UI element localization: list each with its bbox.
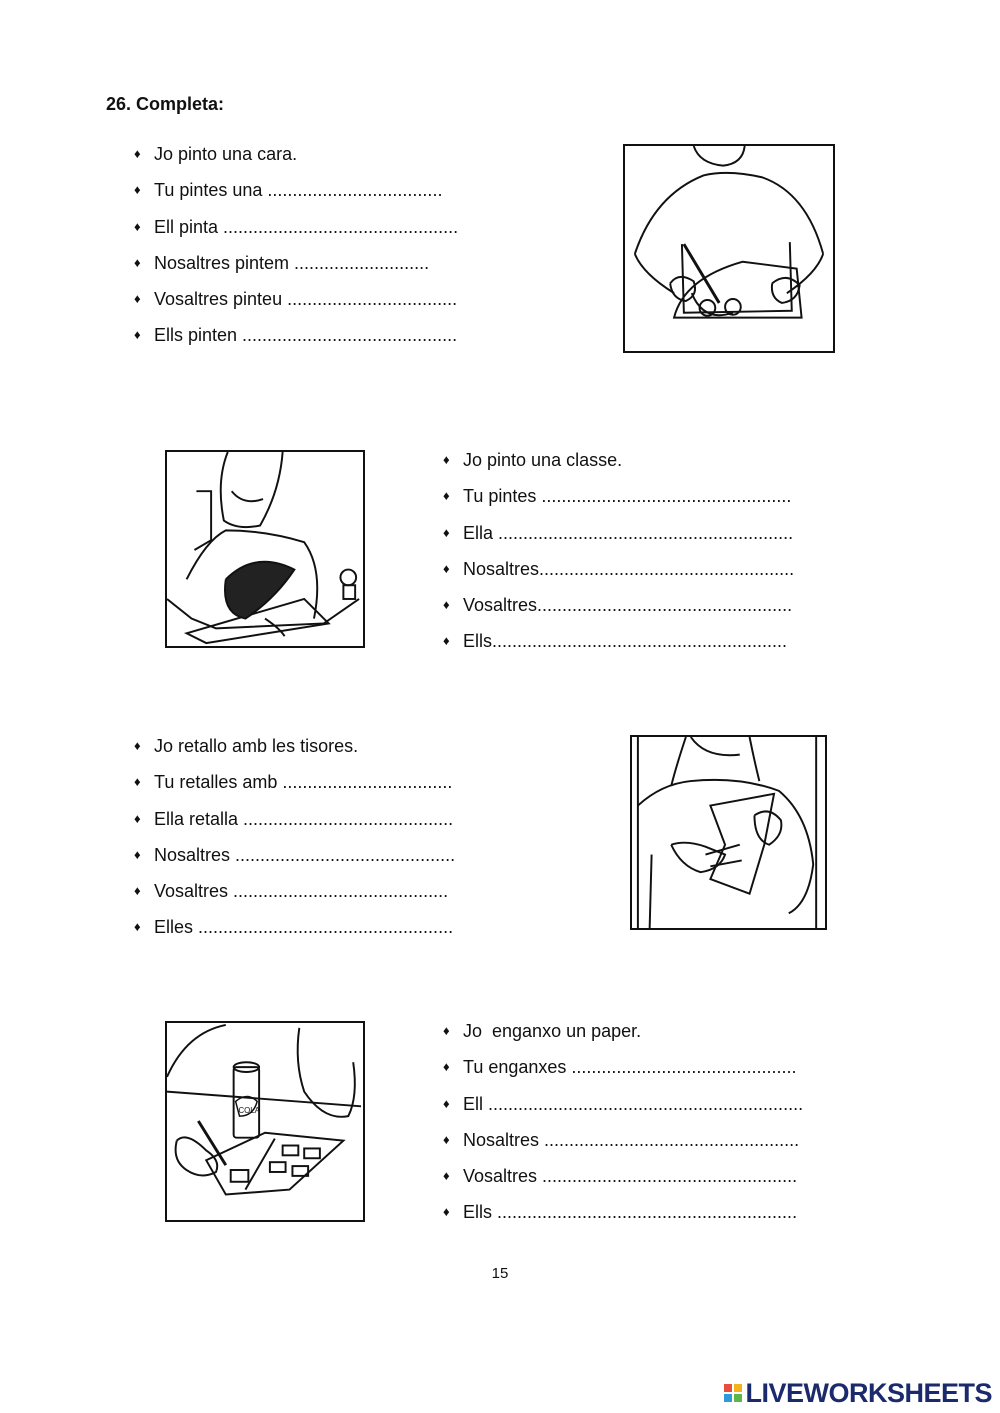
list-item: ♦ Jo pinto una classe. (443, 442, 794, 478)
list-item: ♦ Vosaltres ........................................... (134, 873, 455, 909)
brand-block (734, 1384, 742, 1392)
list-item: ♦ Nosaltres................................................... (443, 551, 794, 587)
illustration-painting-class (165, 450, 365, 648)
diamond-bullet-icon: ♦ (443, 1059, 450, 1075)
brand-logo-icon (724, 1384, 742, 1402)
list-item: ♦ Elles ................................................... (134, 909, 455, 945)
list-item: ♦ Ella retalla .......................................... (134, 801, 455, 837)
diamond-bullet-icon: ♦ (134, 883, 141, 899)
list-item: ♦ Vosaltres ................................................... (443, 1158, 803, 1194)
exercise-list-gluing (443, 1013, 803, 1231)
list-item: ♦ Ells........................................................... (443, 623, 794, 659)
diamond-bullet-icon: ♦ (134, 738, 141, 753)
brand-watermark[interactable] (724, 1378, 992, 1408)
exercise-list-cutting (134, 728, 455, 946)
page-number: 15 (491, 1265, 509, 1282)
list-item: ♦ Tu pintes una ................................... (134, 172, 458, 208)
list-item: ♦ Tu enganxes ............................................. (443, 1049, 803, 1085)
list-item: ♦ Nosaltres pintem ........................... (134, 245, 458, 281)
diamond-bullet-icon: ♦ (443, 1204, 450, 1220)
list-item: ♦ Vosaltres pinteu .................................. (134, 281, 458, 317)
diamond-bullet-icon: ♦ (443, 1023, 450, 1038)
diamond-bullet-icon: ♦ (134, 810, 141, 826)
diamond-bullet-icon: ♦ (134, 182, 141, 198)
illustration-painting-face (623, 144, 835, 353)
list-item: ♦ Tu retalles amb .................................. (134, 764, 455, 800)
list-item: ♦ Jo retallo amb les tisores. (134, 728, 455, 764)
diamond-bullet-icon: ♦ (443, 1095, 450, 1111)
list-item: ♦ Tu pintes .................................................. (443, 478, 794, 514)
illustration-gluing (165, 1021, 365, 1222)
diamond-bullet-icon: ♦ (443, 633, 450, 649)
brand-block (724, 1384, 732, 1392)
list-item: ♦ Ells pinten ........................................... (134, 317, 458, 353)
diamond-bullet-icon: ♦ (134, 146, 141, 161)
brand-block (734, 1394, 742, 1402)
list-item: ♦ Vosaltres................................................... (443, 587, 794, 623)
diamond-bullet-icon: ♦ (443, 452, 450, 467)
exercise-list-painting-face (134, 136, 458, 354)
diamond-bullet-icon: ♦ (134, 846, 141, 862)
list-item: ♦ Ella ........................................................... (443, 515, 794, 551)
diamond-bullet-icon: ♦ (134, 919, 141, 935)
list-item: ♦ Ell ............................................................... (443, 1086, 803, 1122)
diamond-bullet-icon: ♦ (443, 560, 450, 576)
illustration-cutting (630, 735, 827, 930)
diamond-bullet-icon: ♦ (134, 774, 141, 790)
diamond-bullet-icon: ♦ (443, 1131, 450, 1147)
diamond-bullet-icon: ♦ (443, 488, 450, 504)
list-item: ♦ Jo pinto una cara. (134, 136, 458, 172)
diamond-bullet-icon: ♦ (134, 218, 141, 234)
brand-block (724, 1394, 732, 1402)
diamond-bullet-icon: ♦ (443, 524, 450, 540)
diamond-bullet-icon: ♦ (443, 1168, 450, 1184)
list-item: ♦ Ell pinta ............................................... (134, 209, 458, 245)
list-item: ♦ Nosaltres ............................................ (134, 837, 455, 873)
list-item: ♦ Nosaltres ................................................... (443, 1122, 803, 1158)
glue-stick-label: COLA (238, 1106, 260, 1116)
brand-name: LIVEWORKSHEETS (745, 1377, 992, 1408)
diamond-bullet-icon: ♦ (443, 597, 450, 613)
list-item: ♦ Jo enganxo un paper. (443, 1013, 803, 1049)
diamond-bullet-icon: ♦ (134, 254, 141, 270)
exercise-list-painting-class (443, 442, 794, 660)
list-item: ♦ Ells ............................................................ (443, 1194, 803, 1230)
exercise-heading: 26. Completa: (106, 94, 225, 114)
diamond-bullet-icon: ♦ (134, 327, 141, 343)
diamond-bullet-icon: ♦ (134, 291, 141, 307)
